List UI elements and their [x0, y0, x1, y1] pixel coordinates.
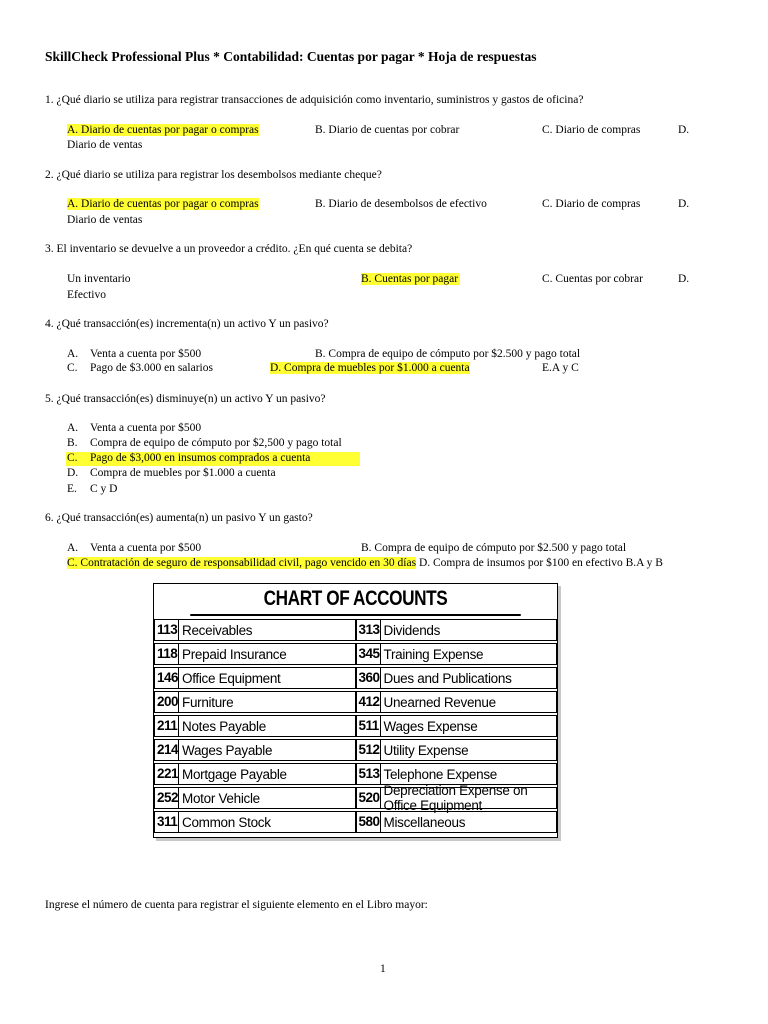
q6-option-c: C. Contratación de seguro de responsabilidad civil, pago vencido en 30 días: [67, 557, 417, 569]
account-name: Motor Vehicle: [182, 790, 260, 806]
account-name: Dues and Publications: [383, 670, 512, 686]
account-row: [154, 739, 356, 761]
account-name: Unearned Revenue: [383, 694, 496, 710]
q6-option-a-letter: A.: [67, 542, 79, 554]
q4-option-a-letter: A.: [67, 348, 79, 360]
account-row: [154, 619, 356, 641]
account-number: 252: [155, 788, 179, 808]
q3-option-a: Un inventario: [67, 273, 131, 285]
q5-option-b: Compra de equipo de cómputo por $2,500 y pago total: [90, 437, 342, 449]
q3-option-c: C. Cuentas por cobrar: [542, 273, 643, 285]
q1-option-d-text: Diario de ventas: [67, 139, 143, 151]
q5-option-c: Pago de $3,000 en insumos comprados a cuenta: [90, 452, 311, 464]
q4-option-e: E.A y C: [542, 362, 579, 374]
account-row: [356, 619, 558, 641]
account-number: 360: [357, 668, 381, 688]
account-name: Dividends: [383, 622, 441, 638]
account-name: Utility Expense: [383, 742, 469, 758]
q5-option-c-letter: C.: [67, 452, 78, 464]
q5-option-e: C y D: [90, 483, 118, 495]
q2-option-d: D.: [678, 198, 690, 210]
account-name: Notes Payable: [182, 718, 266, 734]
account-number: 211: [155, 716, 179, 736]
q2-option-c: C. Diario de compras: [542, 198, 641, 210]
q1-option-c: C. Diario de compras: [542, 124, 641, 136]
question-5: 5. ¿Qué transacción(es) disminuye(n) un activo Y un pasivo?: [45, 393, 326, 405]
q1-option-a: A. Diario de cuentas por pagar o compras: [67, 124, 259, 136]
q5-option-d-letter: D.: [67, 467, 79, 479]
q6-option-b: B. Compra de equipo de cómputo por $2.500 y pago total: [361, 542, 627, 554]
q2-option-d-text: Diario de ventas: [67, 214, 143, 226]
q1-option-b: B. Diario de cuentas por cobrar: [315, 124, 460, 136]
account-number: 520: [357, 788, 381, 808]
q5-option-a-letter: A.: [67, 422, 79, 434]
account-row: [356, 783, 558, 813]
account-row: [154, 643, 356, 665]
account-name: Office Equipment: [182, 670, 281, 686]
account-row: [356, 739, 558, 761]
account-number: 580: [357, 812, 381, 832]
q2-option-b: B. Diario de desembolsos de efectivo: [315, 198, 487, 210]
account-row: [154, 787, 356, 809]
account-row: [356, 715, 558, 737]
account-number: 345: [357, 644, 381, 664]
account-row: [154, 667, 356, 689]
question-4: 4. ¿Qué transacción(es) incrementa(n) un activo Y un pasivo?: [45, 318, 329, 330]
q5-option-a: Venta a cuenta por $500: [90, 422, 202, 434]
account-number: 118: [155, 644, 179, 664]
q4-option-c-letter: C.: [67, 362, 78, 374]
account-row: [154, 691, 356, 713]
account-name: Prepaid Insurance: [182, 646, 287, 662]
question-2: 2. ¿Qué diario se utiliza para registrar los desembolsos mediante cheque?: [45, 169, 382, 181]
account-name: Telephone Expense: [383, 766, 497, 782]
account-number: 511: [357, 716, 381, 736]
account-row: [356, 763, 558, 785]
account-row: [356, 667, 558, 689]
account-name: Mortgage Payable: [182, 766, 287, 782]
account-name: Training Expense: [383, 646, 484, 662]
accounts-left-column: [154, 619, 356, 833]
q5-option-e-letter: E.: [67, 483, 77, 495]
q6-option-d: D. Compra de insumos por $100 en efectivo B.A y B: [416, 557, 663, 569]
account-row: [154, 763, 356, 785]
account-name: Furniture: [182, 694, 234, 710]
q4-option-b: B. Compra de equipo de cómputo por $2.500 y pago total: [315, 348, 581, 360]
q2-option-a: A. Diario de cuentas por pagar o compras: [67, 198, 259, 210]
account-name: Wages Expense: [383, 718, 478, 734]
q3-option-d: D.: [678, 273, 690, 285]
account-number: 146: [155, 668, 179, 688]
q6-options-cd: [67, 557, 663, 569]
account-number: 313: [357, 620, 381, 640]
chart-of-accounts: [153, 583, 558, 838]
q4-option-c: Pago de $3.000 en salarios: [90, 362, 213, 374]
account-number: 512: [357, 740, 381, 760]
q4-option-d: D. Compra de muebles por $1.000 a cuenta: [270, 362, 470, 374]
account-number: 311: [155, 812, 179, 832]
question-3: 3. El inventario se devuelve a un proveedor a crédito. ¿En qué cuenta se debita?: [45, 243, 413, 255]
account-name: Miscellaneous: [383, 814, 466, 830]
q5-option-d: Compra de muebles por $1.000 a cuenta: [90, 467, 276, 479]
q5-option-b-letter: B.: [67, 437, 78, 449]
q3-option-d-text: Efectivo: [67, 289, 106, 301]
q1-option-d: D.: [678, 124, 690, 136]
account-name: Common Stock: [182, 814, 271, 830]
q3-option-b: B. Cuentas por pagar: [361, 273, 459, 285]
account-row: [356, 691, 558, 713]
account-number: 412: [357, 692, 381, 712]
account-row: [154, 811, 356, 833]
question-1: 1. ¿Qué diario se utiliza para registrar transacciones de adquisición como inventario, suministros y gastos de oficina?: [45, 94, 584, 106]
page-number: 1: [380, 963, 386, 975]
account-row: [154, 715, 356, 737]
q4-option-a: Venta a cuenta por $500: [90, 348, 202, 360]
account-number: 113: [155, 620, 179, 640]
account-number: 200: [155, 692, 179, 712]
account-name: Receivables: [182, 622, 253, 638]
account-row: [356, 811, 558, 833]
chart-title: CHART OF ACCOUNTS: [190, 584, 520, 616]
page-title: SkillCheck Professional Plus * Contabilidad: Cuentas por pagar * Hoja de respuestas: [45, 49, 537, 64]
accounts-right-column: [356, 619, 558, 833]
account-name: Wages Payable: [182, 742, 273, 758]
account-row: [356, 643, 558, 665]
account-number: 513: [357, 764, 381, 784]
account-number: 221: [155, 764, 179, 784]
q6-option-a: Venta a cuenta por $500: [90, 542, 202, 554]
chart-grid: [154, 616, 557, 833]
account-name: Depreciation Expense on Office Equipment: [383, 783, 528, 813]
question-6: 6. ¿Qué transacción(es) aumenta(n) un pasivo Y un gasto?: [45, 512, 313, 524]
account-number: 214: [155, 740, 179, 760]
ledger-instruction: Ingrese el número de cuenta para registrar el siguiente elemento en el Libro mayor:: [45, 899, 428, 911]
